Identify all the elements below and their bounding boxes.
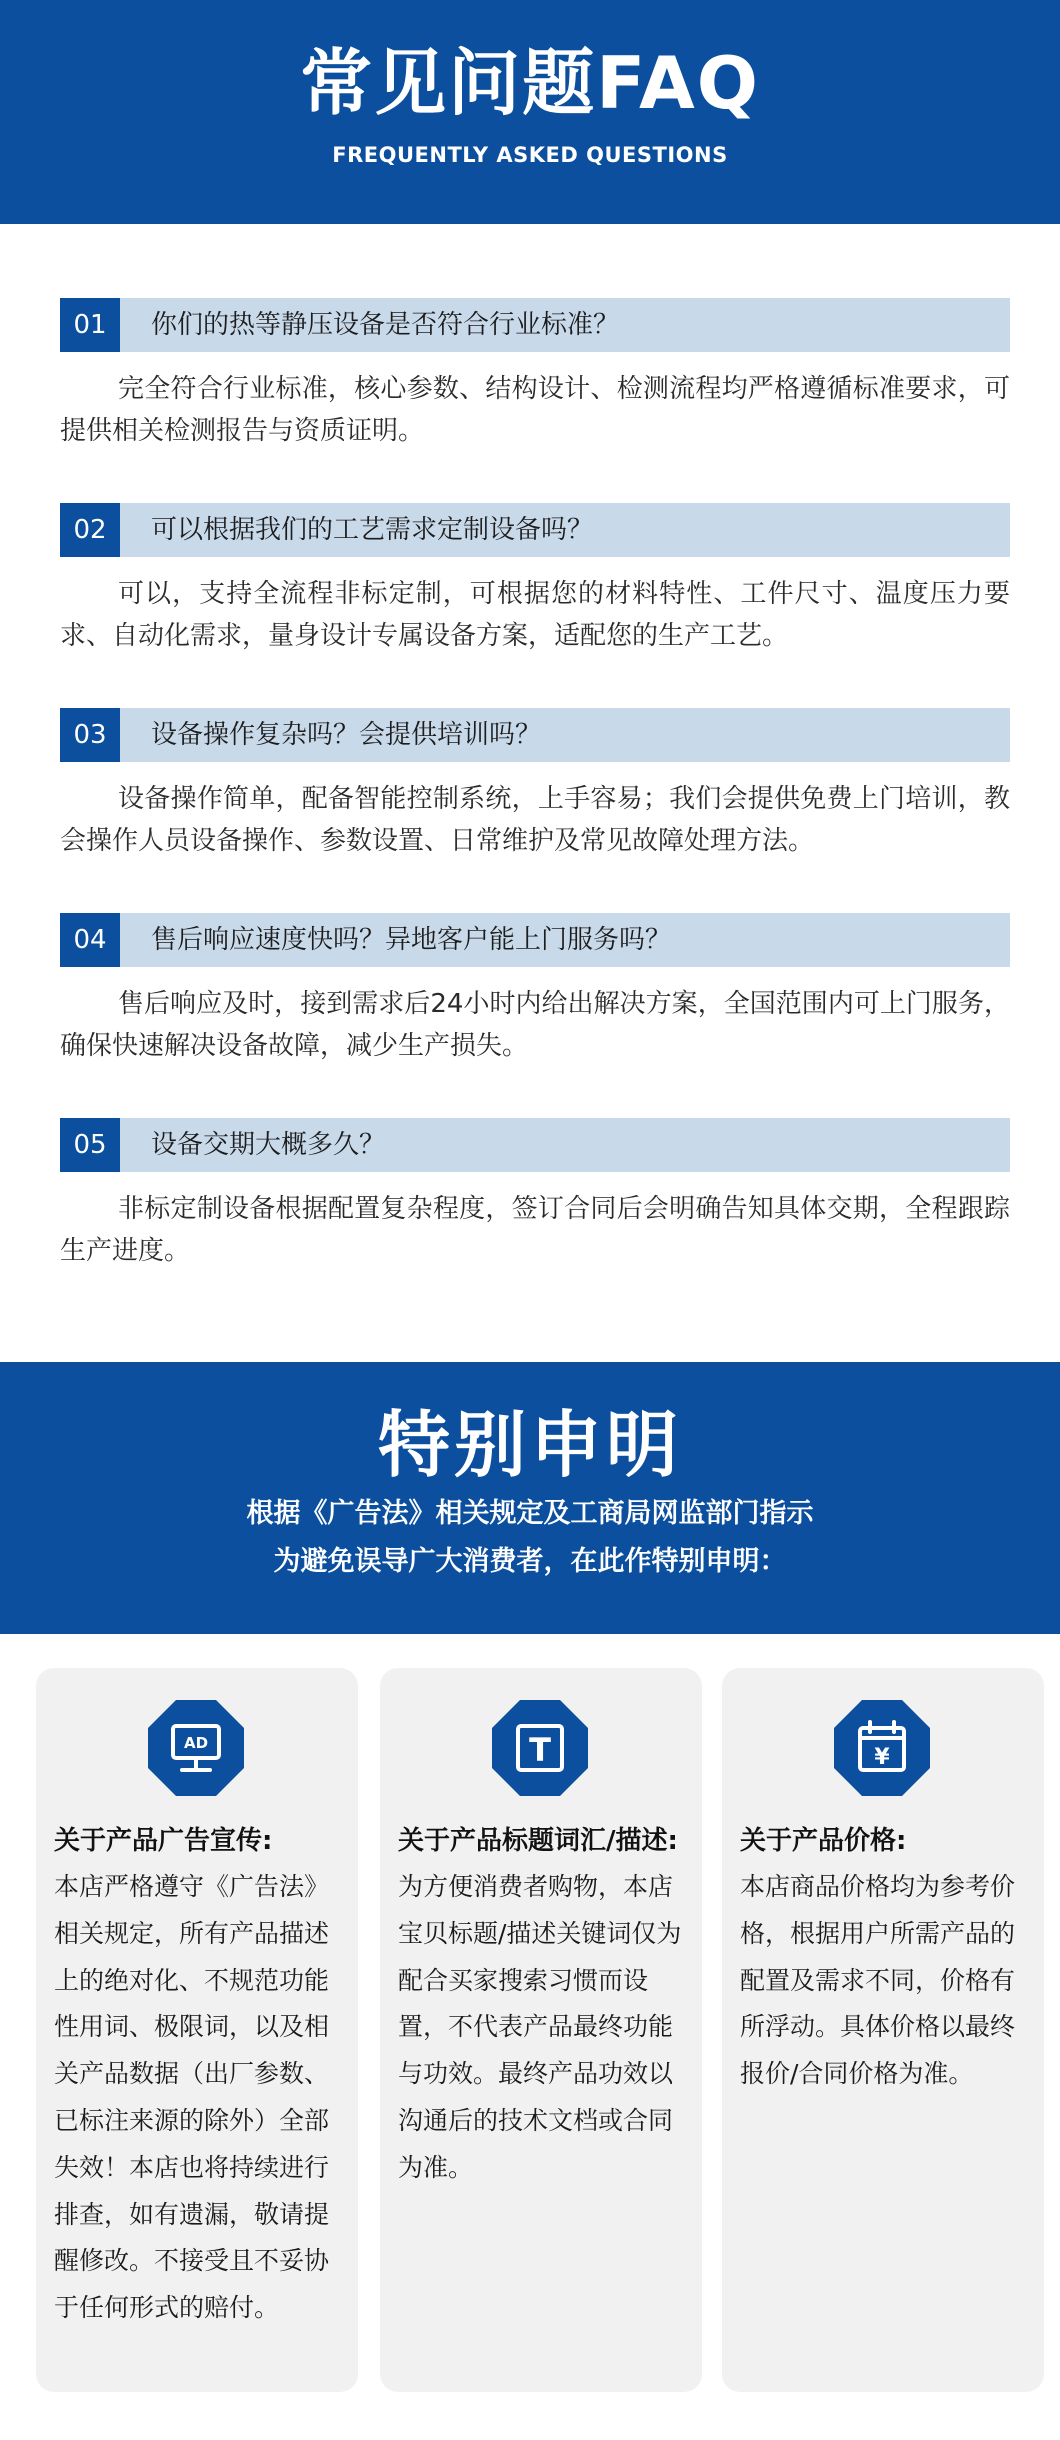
faq-answer: 可以，支持全流程非标定制，可根据您的材料特性、工件尺寸、温度压力要求、自动化需求，量身设计专属设备方案，适配您的生产工艺。 xyxy=(60,579,1010,651)
card-title: 关于产品价格: xyxy=(740,1826,907,1856)
faq-item-4 xyxy=(60,913,1010,1067)
notice-line-2: 为避免误导广大消费者，在此作特别申明： xyxy=(273,1546,787,1577)
faq-question: 你们的热等静压设备是否符合行业标准？ xyxy=(151,310,620,340)
faq-title: 常见问题FAQ xyxy=(300,41,760,125)
text-t-icon xyxy=(490,1698,590,1798)
card-title: 关于产品标题词汇/描述: xyxy=(398,1826,678,1856)
faq-question-bar[interactable] xyxy=(60,708,1010,762)
notice-title: 特别申明 xyxy=(377,1403,682,1487)
faq-question-bar[interactable] xyxy=(60,298,1010,352)
notice-card-advertising xyxy=(36,1668,358,2392)
ad-icon-label: AD xyxy=(183,1734,209,1752)
card-body: 本店商品价格均为参考价格，根据用户所需产品的配置及需求不同，价格有所浮动。具体价格以最终报价/合同价格为准。 xyxy=(740,1872,1016,2089)
ad-screen-icon xyxy=(146,1698,246,1798)
notice-card-title-words xyxy=(380,1668,702,2392)
faq-question: 可以根据我们的工艺需求定制设备吗？ xyxy=(151,515,594,545)
t-icon-label: T xyxy=(529,1731,551,1769)
faq-item-1 xyxy=(60,298,1010,452)
notice-line-1: 根据《广告法》相关规定及工商局网监部门指示 xyxy=(246,1498,814,1529)
faq-question: 设备操作复杂吗？会提供培训吗？ xyxy=(151,720,542,750)
faq-item-5 xyxy=(60,1118,1010,1272)
price-calendar-icon xyxy=(832,1698,932,1798)
faq-number-badge: 05 xyxy=(60,1118,120,1172)
faq-number-badge: 01 xyxy=(60,298,120,352)
faq-item-2 xyxy=(60,503,1010,657)
notice-card-price xyxy=(722,1668,1044,2392)
card-body: 为方便消费者购物，本店宝贝标题/描述关键词仅为配合买家搜索习惯而设置，不代表产品最终功能与功效。最终产品功效以沟通后的技术文档或合同为准。 xyxy=(398,1872,682,2182)
faq-header-banner xyxy=(0,0,1060,224)
faq-answer: 售后响应及时，接到需求后24小时内给出解决方案，全国范围内可上门服务，确保快速解决设备故障，减少生产损失。 xyxy=(60,989,1010,1061)
yen-icon-label: ¥ xyxy=(874,1745,890,1770)
faq-subtitle: FREQUENTLY ASKED QUESTIONS xyxy=(332,143,728,167)
faq-answer: 设备操作简单，配备智能控制系统，上手容易；我们会提供免费上门培训，教会操作人员设备操作、参数设置、日常维护及常见故障处理方法。 xyxy=(60,784,1010,856)
faq-number-badge: 03 xyxy=(60,708,120,762)
faq-question: 设备交期大概多久？ xyxy=(151,1130,386,1160)
faq-question-bar[interactable] xyxy=(60,913,1010,967)
faq-item-3 xyxy=(60,708,1010,862)
notice-banner xyxy=(0,1362,1060,1634)
faq-number-badge: 04 xyxy=(60,913,120,967)
card-body: 本店严格遵守《广告法》相关规定，所有产品描述上的绝对化、不规范功能性用词、极限词，以及相关产品数据（出厂参数、已标注来源的除外）全部失效！本店也将持续进行排查，如有遗漏，敬请提醒修改。不接受且不妥协于任何形式的赔付。 xyxy=(54,1872,330,2323)
card-title: 关于产品广告宣传: xyxy=(54,1826,273,1856)
faq-number-badge: 02 xyxy=(60,503,120,557)
faq-question-bar[interactable] xyxy=(60,1118,1010,1172)
faq-question-bar[interactable] xyxy=(60,503,1010,557)
faq-question: 售后响应速度快吗？异地客户能上门服务吗？ xyxy=(151,925,672,955)
faq-answer: 非标定制设备根据配置复杂程度，签订合同后会明确告知具体交期，全程跟踪生产进度。 xyxy=(60,1194,1010,1266)
faq-answer: 完全符合行业标准，核心参数、结构设计、检测流程均严格遵循标准要求，可提供相关检测报告与资质证明。 xyxy=(60,374,1010,446)
